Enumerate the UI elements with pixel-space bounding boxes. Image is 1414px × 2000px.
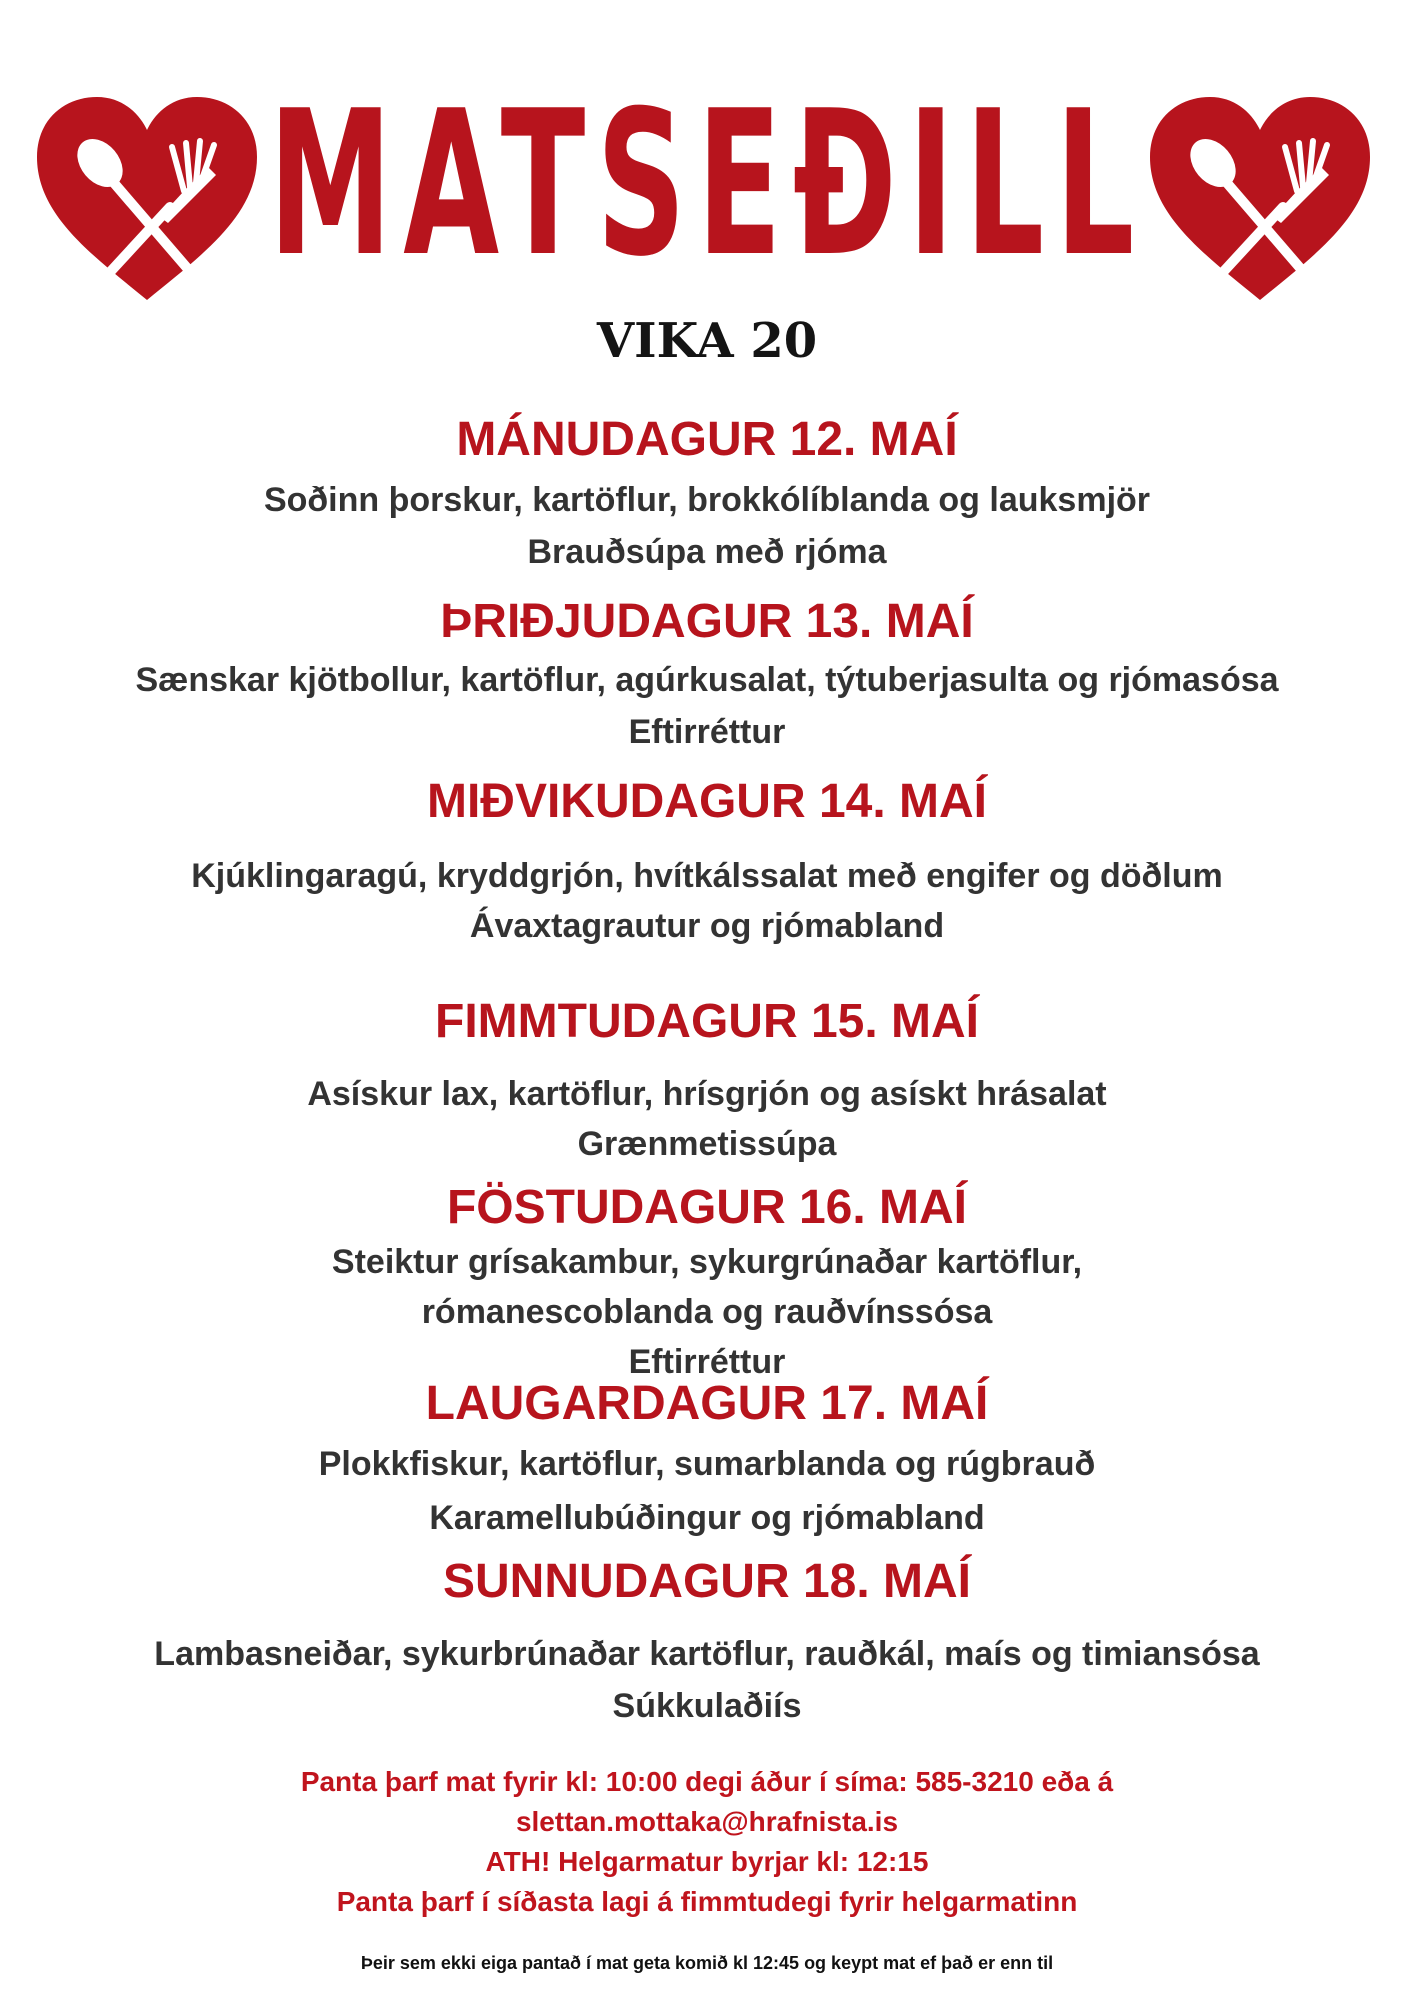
dish-saturday-main: Plokkfiskur, kartöflur, sumarblanda og rúgbrauð bbox=[318, 1445, 1096, 1483]
dish-wednesday-dessert: Ávaxtagrautur og rjómabland bbox=[469, 907, 945, 945]
order-email: slettan.mottaka@hrafnista.is bbox=[515, 1806, 899, 1837]
dish-tuesday-dessert: Eftirréttur bbox=[628, 713, 786, 751]
dish-monday-main: Soðinn þorskur, kartöflur, brokkólíblanda og lauksmjör bbox=[263, 481, 1151, 519]
weekend-note: ATH! Helgarmatur byrjar kl: 12:15 bbox=[485, 1846, 929, 1877]
dish-wednesday-main: Kjúklingaragú, kryddgrjón, hvítkálssalat með engifer og döðlum bbox=[191, 857, 1223, 895]
day-title-tuesday: ÞRIÐJUDAGUR 13. MAÍ bbox=[440, 595, 974, 648]
day-title-sunday: SUNNUDAGUR 18. MAÍ bbox=[442, 1555, 972, 1608]
dish-monday-dessert: Brauðsúpa með rjóma bbox=[527, 533, 887, 571]
page-title: MATSEÐILL bbox=[268, 68, 1146, 301]
dish-thursday-main: Asískur lax, kartöflur, hrísgrjón og asískt hrásalat bbox=[307, 1075, 1107, 1113]
heart-spoon-fork-icon bbox=[1145, 95, 1375, 305]
heart-spoon-fork-icon bbox=[32, 95, 262, 305]
dish-tuesday-main: Sænskar kjötbollur, kartöflur, agúrkusalat, týtuberjasulta og rjómasósa bbox=[135, 661, 1279, 699]
dish-saturday-dessert: Karamellubúðingur og rjómabland bbox=[429, 1499, 985, 1537]
day-title-thursday: FIMMTUDAGUR 15. MAÍ bbox=[435, 995, 979, 1048]
dish-sunday-dessert: Súkkulaðiís bbox=[612, 1687, 802, 1725]
day-title-wednesday: MIÐVIKUDAGUR 14. MAÍ bbox=[426, 775, 988, 828]
dish-friday-main-1: Steiktur grísakambur, sykurgrúnaðar kartöflur, bbox=[331, 1243, 1083, 1281]
week-label: VIKA 20 bbox=[596, 313, 818, 369]
dish-thursday-soup: Grænmetissúpa bbox=[577, 1125, 837, 1163]
dish-friday-dessert: Eftirréttur bbox=[628, 1343, 786, 1381]
day-title-friday: FÖSTUDAGUR 16. MAÍ bbox=[446, 1181, 968, 1234]
dish-sunday-main: Lambasneiðar, sykurbrúnaðar kartöflur, rauðkál, maís og timiansósa bbox=[154, 1635, 1260, 1673]
dish-friday-main-2: rómanescoblanda og rauðvínssósa bbox=[421, 1293, 993, 1331]
day-title-monday: MÁNUDAGUR 12. MAÍ bbox=[456, 413, 958, 466]
order-note: Panta þarf mat fyrir kl: 10:00 degi áður í síma: 585-3210 eða á bbox=[300, 1766, 1114, 1797]
footer-note: Þeir sem ekki eiga pantað í mat geta komið kl 12:45 og keypt mat ef það er enn til bbox=[360, 1953, 1054, 1973]
weekend-order-note: Panta þarf í síðasta lagi á fimmtudegi fyrir helgarmatinn bbox=[336, 1886, 1078, 1917]
day-title-saturday: LAUGARDAGUR 17. MAÍ bbox=[425, 1377, 989, 1430]
